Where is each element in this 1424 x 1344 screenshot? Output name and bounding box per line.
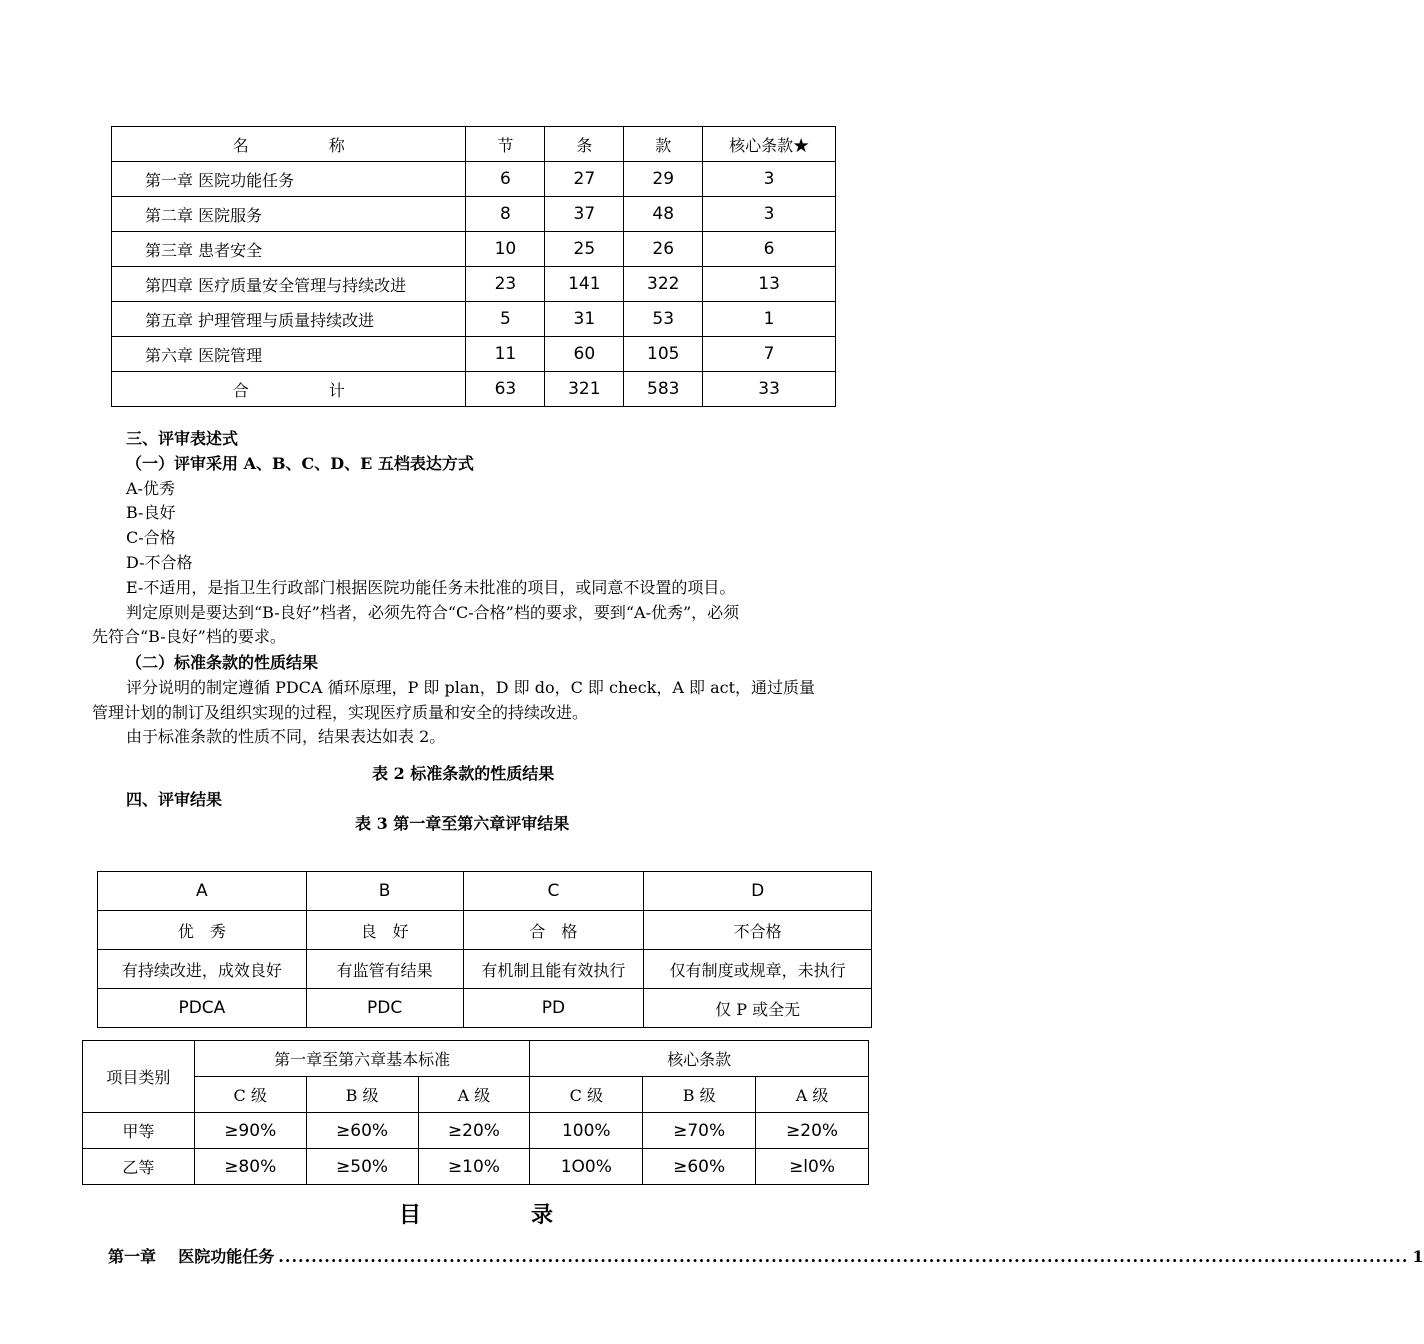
grade-cycle: PDC [306,989,463,1028]
grade-meaning: 合 格 [463,911,644,950]
articles-count: 25 [545,232,624,267]
sections-count: 8 [466,197,545,232]
total-clauses: 583 [624,372,703,407]
clauses-count: 26 [624,232,703,267]
grade-cycle-row [98,989,872,1028]
grade-e-line: E-不适用，是指卫生行政部门根据医院功能任务未批准的项目，或同意不设置的项目。 [126,578,736,597]
grade-cycle: PD [463,989,644,1028]
grade-d-line: D-不合格 [126,553,193,572]
principle-line-2: 先符合“B-良好”档的要求。 [92,627,286,646]
grade-letter: A [98,872,307,911]
articles-count: 31 [545,302,624,337]
core-count: 1 [703,302,836,337]
section3-sub2: （二）标准条款的性质结果 [126,653,319,672]
header-name: 名 称 [112,127,466,162]
total-articles: 321 [545,372,624,407]
core-count: 3 [703,197,836,232]
table-row [83,1113,869,1149]
chapter-name: 第三章 患者安全 [112,232,466,267]
grade-description-row [98,950,872,989]
chapter-name: 第四章 医疗质量安全管理与持续改进 [112,267,466,302]
section4-heading: 四、评审结果 [126,790,223,809]
header-articles: 条 [545,127,624,162]
header-clauses: 款 [624,127,703,162]
table-row [112,337,836,372]
toc-leader-dots: ............................................................................................................................................................................ [278,1247,1409,1266]
threshold-value: ≥20% [756,1113,869,1149]
grade-description: 有监管有结果 [306,950,463,989]
hospital-grade-label: 乙等 [83,1149,195,1185]
toc-title-right: 录 [531,1202,554,1228]
sections-count: 6 [466,162,545,197]
table-row [112,267,836,302]
grade-description: 有机制且能有效执行 [463,950,644,989]
clauses-count: 53 [624,302,703,337]
grade-description: 有持续改进，成效良好 [98,950,307,989]
level-label: B 级 [643,1077,756,1113]
pdca-line-1: 评分说明的制定遵循 PDCA 循环原理，P 即 plan，D 即 do，C 即 check，A 即 act，通过质量 [126,678,816,697]
articles-count: 37 [545,197,624,232]
threshold-value: ≥80% [194,1149,306,1185]
grade-letter-row [98,872,872,911]
core-count: 6 [703,232,836,267]
chapter-name: 第六章 医院管理 [112,337,466,372]
category-label: 项目类别 [83,1041,195,1113]
chapter-summary-table [111,126,836,407]
level-label: C 级 [530,1077,643,1113]
threshold-value: ≥20% [418,1113,530,1149]
chapter-name: 第一章 医院功能任务 [112,162,466,197]
result-group-header-row [83,1041,869,1077]
threshold-value: ≥60% [643,1149,756,1185]
articles-count: 141 [545,267,624,302]
grade-meaning: 不合格 [644,911,872,950]
sections-count: 10 [466,232,545,267]
table-row [112,302,836,337]
table-row [83,1149,869,1185]
core-count: 3 [703,162,836,197]
grade-description: 仅有制度或规章，未执行 [644,950,872,989]
threshold-value: ≥10% [418,1149,530,1185]
table-row [112,197,836,232]
result-level-header-row [83,1077,869,1113]
level-label: B 级 [306,1077,418,1113]
pdca-line-2: 管理计划的制订及组织实现的过程，实现医疗质量和安全的持续改进。 [92,703,589,722]
grade-meaning-row [98,911,872,950]
grade-b-line: B-良好 [126,503,176,522]
table2-intro: 由于标准条款的性质不同，结果表达如表 2。 [126,727,446,746]
core-clause-group: 核心条款 [530,1041,869,1077]
grade-c-line: C-合格 [126,528,176,547]
grade-definition-table [97,871,872,1028]
clauses-count: 48 [624,197,703,232]
threshold-value: ≥60% [306,1113,418,1149]
clauses-count: 105 [624,337,703,372]
level-label: A 级 [418,1077,530,1113]
total-sections: 63 [466,372,545,407]
review-result-table [82,1040,869,1185]
grade-cycle: 仅 P 或全无 [644,989,872,1028]
principle-line-1: 判定原则是要达到“B-良好”档者，必须先符合“C-合格”档的要求，要到“A-优秀”，必须 [126,603,740,622]
level-label: C 级 [194,1077,306,1113]
table-header-row [112,127,836,162]
grade-meaning: 优 秀 [98,911,307,950]
grade-letter: B [306,872,463,911]
articles-count: 27 [545,162,624,197]
hospital-grade-label: 甲等 [83,1113,195,1149]
toc-entry-label: 第一章 医院功能任务 [108,1247,275,1266]
sections-count: 23 [466,267,545,302]
grade-letter: D [644,872,872,911]
total-core: 33 [703,372,836,407]
table2-caption: 表 2 标准条款的性质结果 [372,764,555,783]
header-sections: 节 [466,127,545,162]
toc-entry[interactable] [108,1244,1424,1267]
sections-count: 5 [466,302,545,337]
articles-count: 60 [545,337,624,372]
core-count: 13 [703,267,836,302]
table3-caption: 表 3 第一章至第六章评审结果 [355,814,570,833]
header-core: 核心条款★ [703,127,836,162]
clauses-count: 29 [624,162,703,197]
chapter-name: 第二章 医院服务 [112,197,466,232]
threshold-value: ≥90% [194,1113,306,1149]
threshold-value: ≥50% [306,1149,418,1185]
threshold-value: ≥70% [643,1113,756,1149]
sections-count: 11 [466,337,545,372]
section3-heading: 三、评审表述式 [126,429,239,448]
table-total-row [112,372,836,407]
section3-sub1: （一）评审采用 A、B、C、D、E 五档表达方式 [126,454,474,473]
table-row [112,162,836,197]
grade-meaning: 良 好 [306,911,463,950]
threshold-value: 100% [530,1113,643,1149]
clauses-count: 322 [624,267,703,302]
level-label: A 级 [756,1077,869,1113]
chapter-name: 第五章 护理管理与质量持续改进 [112,302,466,337]
total-label: 合 计 [112,372,466,407]
threshold-value: 1O0% [530,1149,643,1185]
table-row [112,232,836,267]
grade-cycle: PDCA [98,989,307,1028]
threshold-value: ≥l0% [756,1149,869,1185]
grade-a-line: A-优秀 [126,479,175,498]
toc-entry-page: 1 [1412,1247,1424,1266]
grade-letter: C [463,872,644,911]
core-count: 7 [703,337,836,372]
toc-title-left: 目 [399,1202,422,1228]
basic-standard-group: 第一章至第六章基本标准 [194,1041,530,1077]
